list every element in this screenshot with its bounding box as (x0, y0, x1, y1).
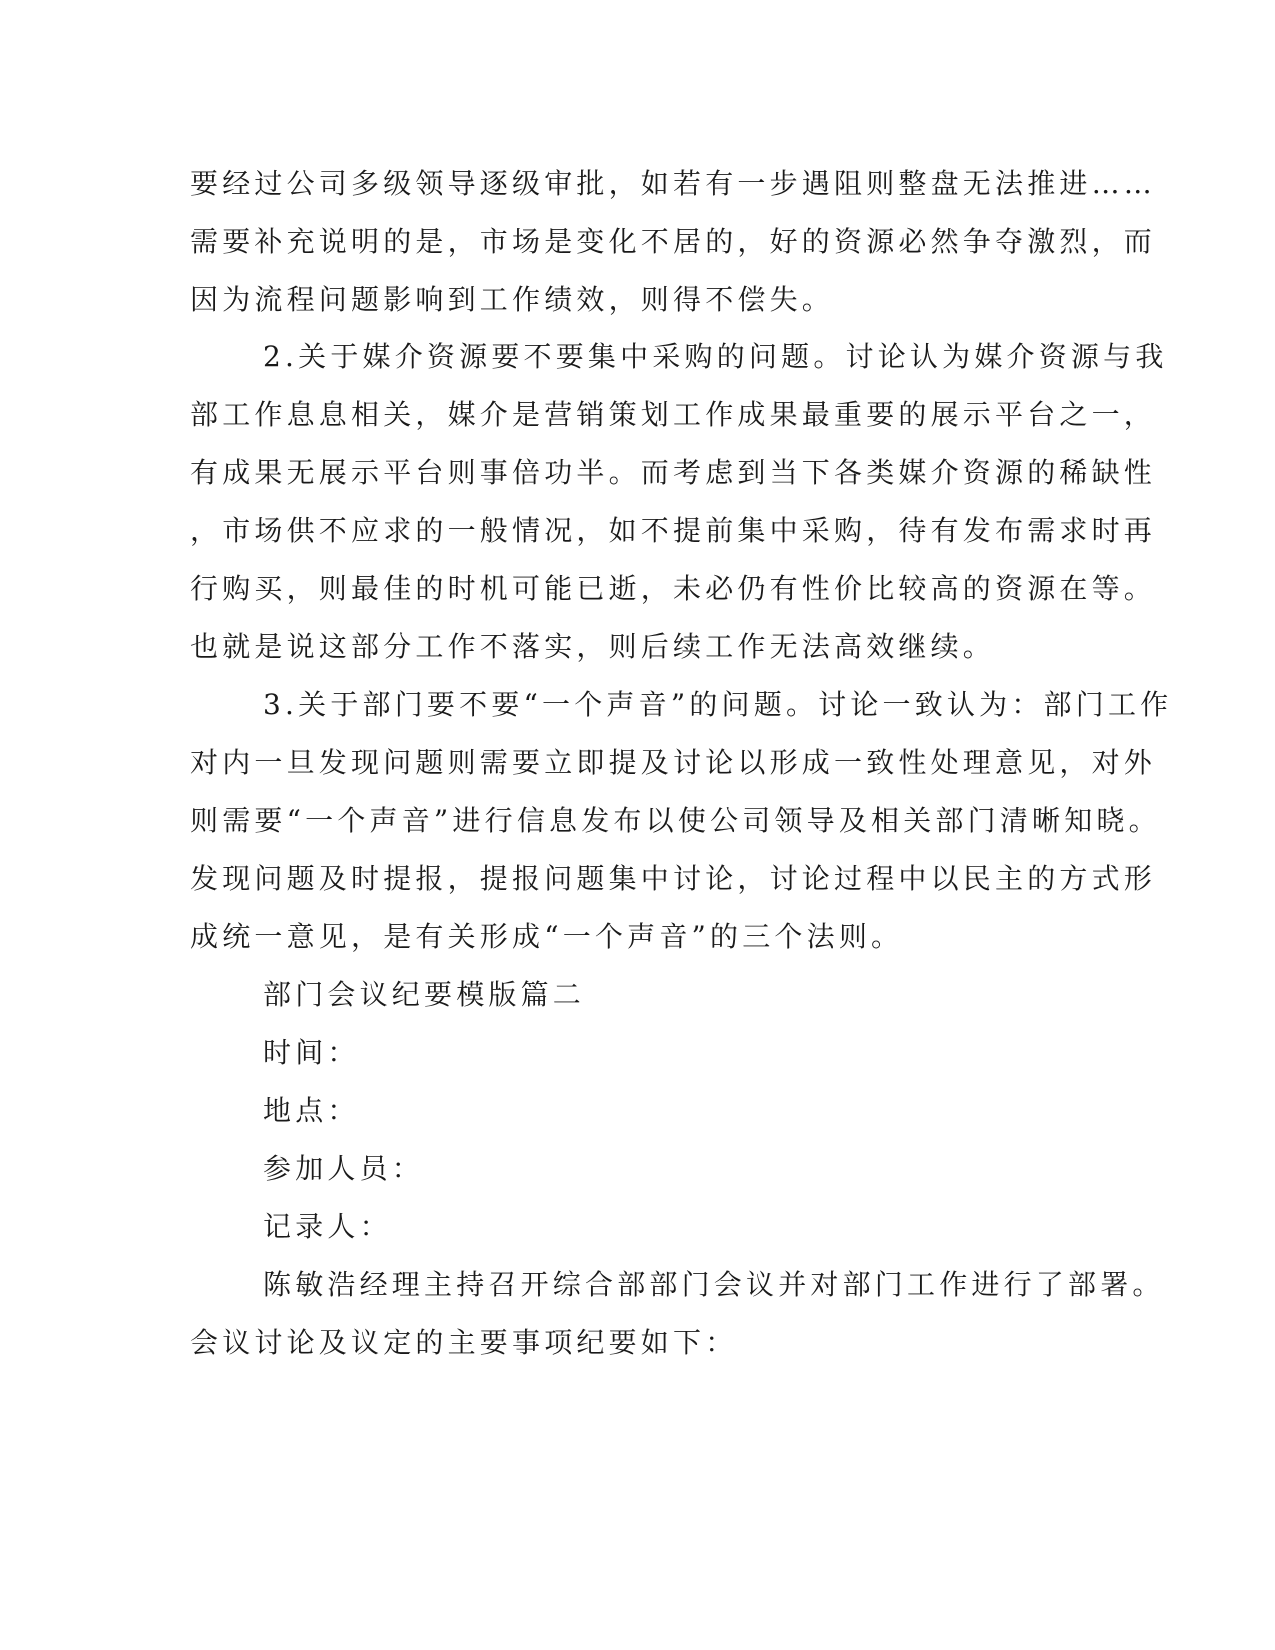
paragraph-3-line-1: 3.关于部门要不要“一个声音”的问题。讨论一致认为：部门工作 (263, 688, 1173, 721)
paragraph-2-line-4: ，市场供不应求的一般情况，如不提前集中采购，待有发布需求时再 (190, 514, 1157, 547)
paragraph-4-line-1: 陈敏浩经理主持召开综合部部门会议并对部门工作进行了部署。 (263, 1268, 1165, 1301)
paragraph-1-line-3: 因为流程问题影响到工作绩效，则得不偿失。 (190, 283, 835, 316)
field-time: 时间： (263, 1036, 360, 1069)
field-place: 地点： (263, 1094, 360, 1127)
paragraph-2-line-2: 部工作息息相关，媒介是营销策划工作成果最重要的展示平台之一， (190, 398, 1157, 431)
paragraph-3-line-4: 发现问题及时提报，提报问题集中讨论，讨论过程中以民主的方式形 (190, 862, 1157, 895)
paragraph-2-line-6: 也就是说这部分工作不落实，则后续工作无法高效继续。 (190, 630, 996, 663)
paragraph-2-line-3: 有成果无展示平台则事倍功半。而考虑到当下各类媒介资源的稀缺性 (190, 456, 1157, 489)
paragraph-4-line-2: 会议讨论及议定的主要事项纪要如下： (190, 1326, 738, 1359)
paragraph-1-line-2: 需要补充说明的是，市场是变化不居的，好的资源必然争夺激烈，而 (190, 225, 1157, 258)
paragraph-3-line-3: 则需要“一个声音”进行信息发布以使公司领导及相关部门清晰知晓。 (190, 804, 1161, 837)
field-recorder: 记录人： (263, 1210, 392, 1243)
paragraph-2-line-5: 行购买，则最佳的时机可能已逝，未必仍有性价比较高的资源在等。 (190, 572, 1157, 605)
paragraph-2-line-1: 2.关于媒介资源要不要集中采购的问题。讨论认为媒介资源与我 (263, 340, 1168, 373)
paragraph-1-line-1: 要经过公司多级领导逐级审批，如若有一步遇阻则整盘无法推进…… (190, 167, 1157, 200)
section-title: 部门会议纪要模版篇二 (263, 978, 586, 1011)
field-attendees: 参加人员： (263, 1152, 425, 1185)
paragraph-3-line-5: 成统一意见，是有关形成“一个声音”的三个法则。 (190, 920, 904, 953)
paragraph-3-line-2: 对内一旦发现问题则需要立即提及讨论以形成一致性处理意见，对外 (190, 746, 1157, 779)
